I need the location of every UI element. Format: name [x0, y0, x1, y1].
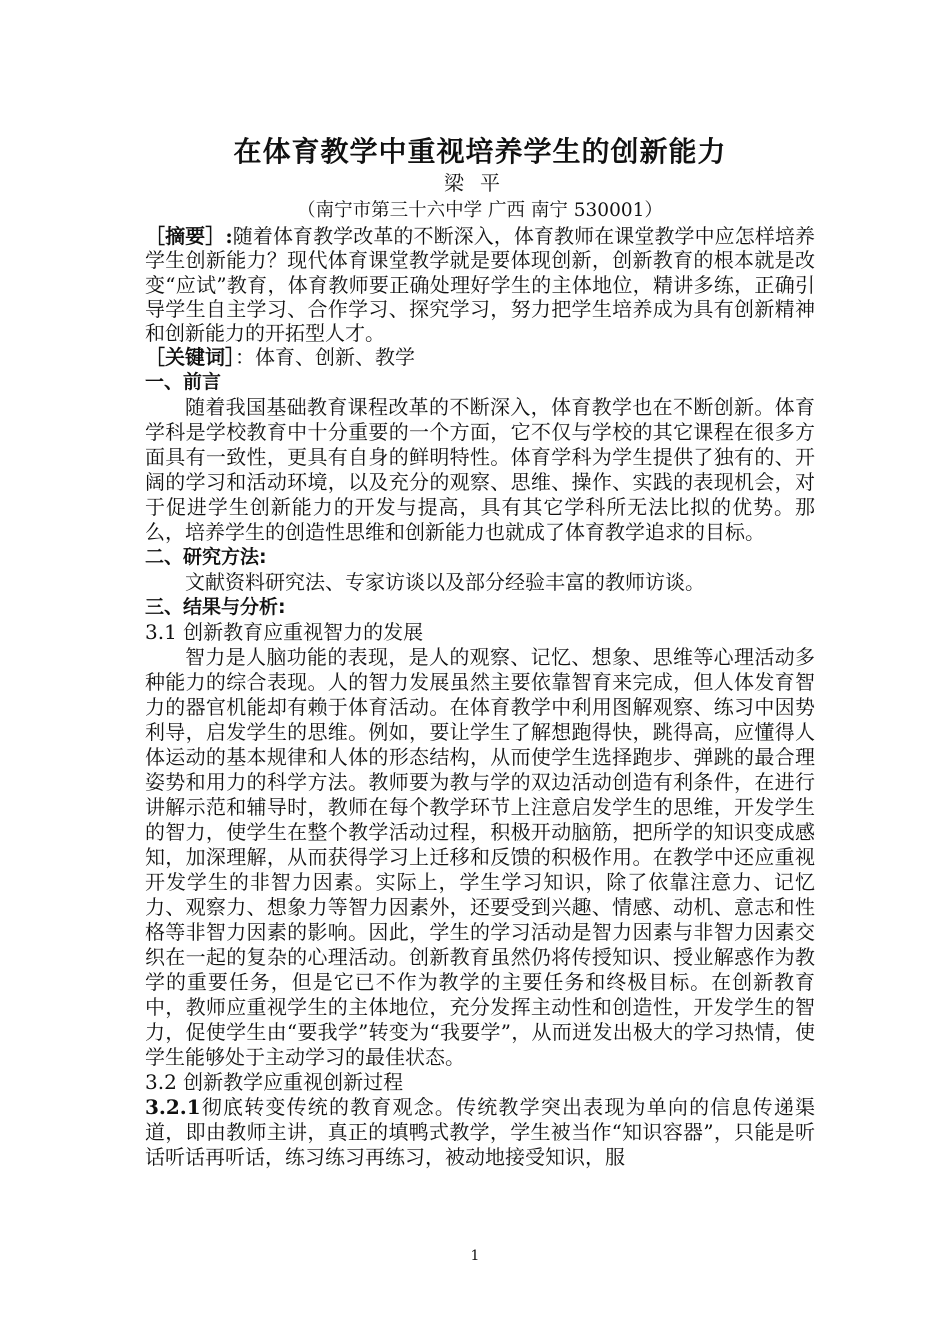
page-content — [145, 134, 815, 1170]
abstract-label: ［摘要］: — [145, 224, 233, 248]
subsection-3-1-heading: 3.1 创新教育应重视智力的发展 — [145, 620, 424, 645]
page-number: 1 — [470, 1248, 480, 1264]
author: 梁平 — [444, 171, 516, 195]
section-2-heading: 二、研究方法: — [145, 546, 267, 569]
abstract — [145, 224, 815, 345]
item-label: 3.2.1 — [145, 1095, 201, 1120]
section-1-text: 随着我国基础教育课程改革的不断深入，体育教学也在不断创新。体育学科是学校教育中十分重要的一个方面，它不仅与学校的其它课程在很多方面具有一致性，更具有自身的鲜明特性。体育学科为学生提供了独有的、开阔的学习和活动环境，以及充分的观察、思维、操作、实践的表现机会，对于促进学生创新能力的开发与提高，具有其它学科所无法比拟的优势。那么，培养学生的创造性思维和创新能力也就成了体育教学追求的目标。 — [145, 395, 815, 545]
item-text: 彻底转变传统的教育观念。传统教学突出表现为单向的信息传递渠道，即由教师主讲，真正的填鸭式教学，学生被当作“知识容器”，只能是听话听话再听话，练习练习再练习，被动地接受知识，服 — [145, 1095, 815, 1170]
abstract-text: 随着体育教学改革的不断深入，体育教师在课堂教学中应怎样培养学生创新能力？现代体育课堂教学就是要体现创新，创新教育的根本就是改变“应试”教育，体育教师要正确处理好学生的主体地位，精讲多练，正确引导学生自主学习、合作学习、探究学习，努力把学生培养成为具有创新精神和创新能力的开拓型人才。 — [145, 224, 815, 346]
section-1-heading: 一、前言 — [145, 371, 222, 394]
subsection-3-2-heading: 3.2 创新教学应重视创新过程 — [145, 1070, 404, 1095]
keywords — [145, 345, 815, 370]
page-title: 在体育教学中重视培养学生的创新能力 — [233, 135, 727, 168]
section-2-text: 文献资料研究法、专家访谈以及部分经验丰富的教师访谈。 — [185, 570, 705, 595]
affiliation: （南宁市第三十六中学 广西 南宁 530001） — [297, 200, 663, 221]
keywords-text: ：体育、创新、教学 — [235, 345, 415, 370]
keywords-label: ［关键词］ — [145, 345, 235, 370]
subsection-3-1-text: 智力是人脑功能的表现，是人的观察、记忆、想象、思维等心理活动多种能力的综合表现。人的智力发展虽然主要依靠智育来完成，但人体发育智力的器官机能却有赖于体育活动。在体育教学中利用图解观察、练习中因势利导，启发学生的思维。例如，要让学生了解想跑得快，跳得高，应懂得人体运动的基本规律和人体的形态结构，从而使学生选择跑步、弹跳的最合理姿势和用力的科学方法。教师要为教与学的双边活动创造有利条件，在进行讲解示范和辅导时，教师在每个教学环节上注意启发学生的思维，开发学生的智力，使学生在整个教学活动过程，积极开动脑筋，把所学的知识变成感知，加深理解，从而获得学习上迁移和反馈的积极作用。在教学中还应重视开发学生的非智力因素。实际上，学生学习知识，除了依靠注意力、记忆力、观察力、想象力等智力因素外，还要受到兴趣、情感、动机、意志和性格等非智力因素的影响。因此，学生的学习活动是智力因素与非智力因素交织在一起的复杂的心理活动。创新教育虽然仍将传授知识、授业解惑作为教学的重要任务，但是它已不作为教学的主要任务和终极目标。在创新教育中，教师应重视学生的主体地位，充分发挥主动性和创造性，开发学生的智力，促使学生由“要我学”转变为“我要学”，从而迸发出极大的学习热情，使学生能够处于主动学习的最佳状态。 — [145, 645, 815, 1070]
section-3-heading: 三、结果与分析: — [145, 596, 286, 619]
subsection-3-2-1-text — [145, 1095, 815, 1170]
